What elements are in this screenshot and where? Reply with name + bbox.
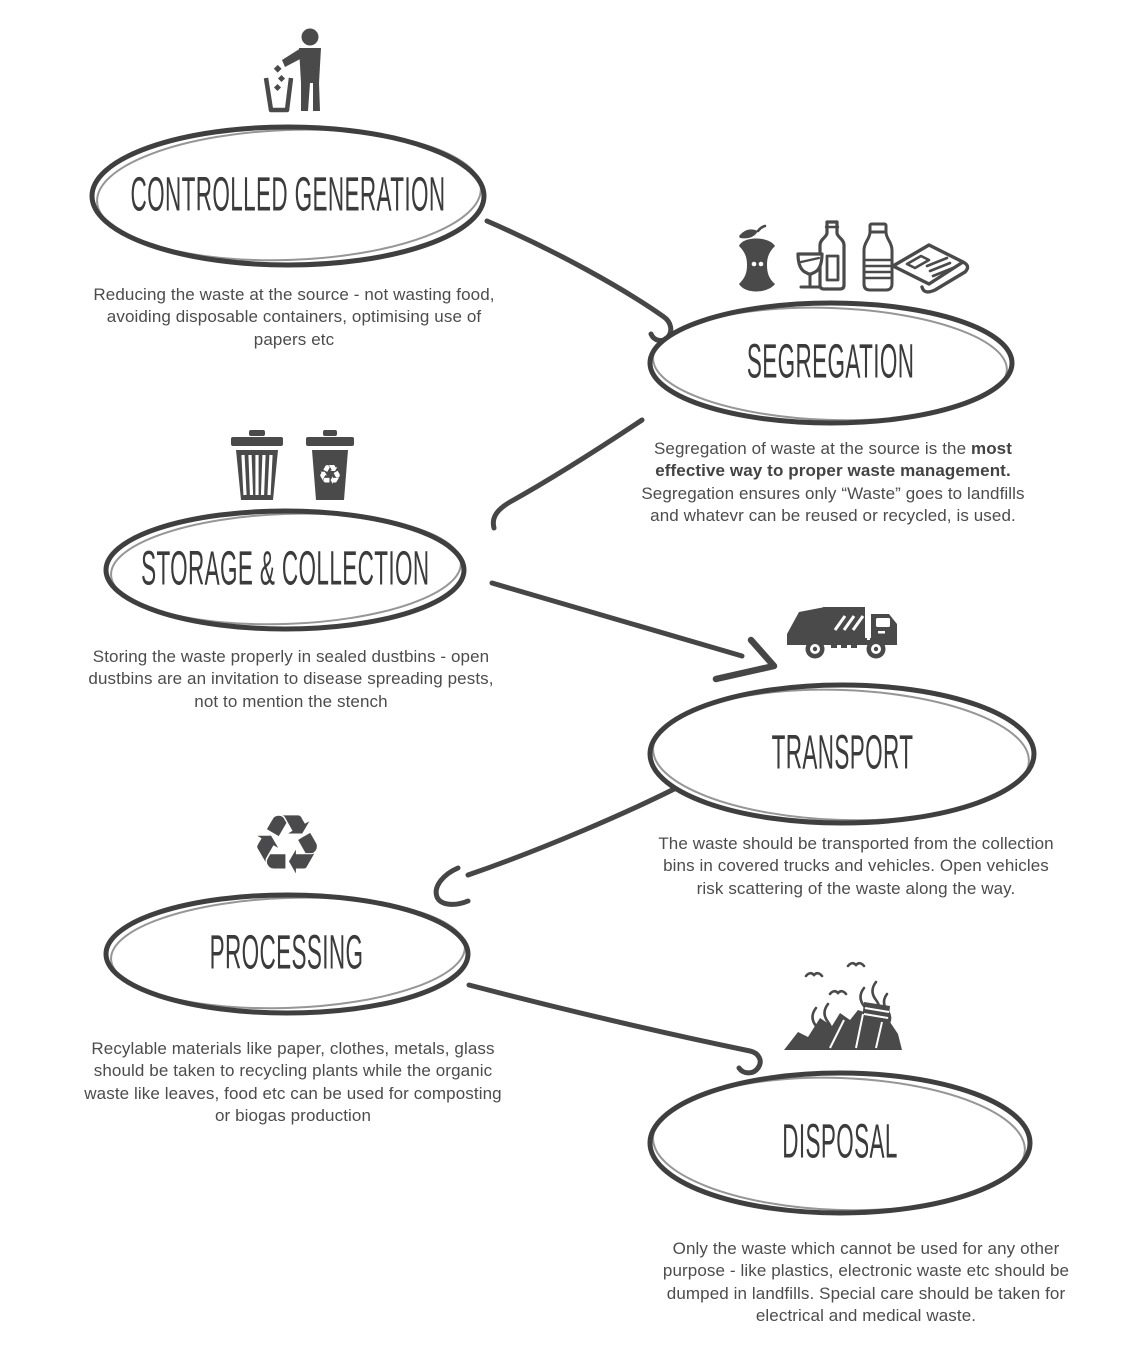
description-bold: most effective way to proper waste management.: [655, 439, 1013, 481]
arrowhead-storage-to-transport: [716, 640, 774, 679]
littering-person-icon: [255, 22, 345, 117]
stage-processing: [100, 888, 474, 1020]
stage-title: DISPOSAL: [782, 1115, 898, 1169]
trash-can-icon: [226, 428, 288, 502]
stage-title: SEGREGATION: [747, 335, 915, 389]
garbage-truck-icon: [783, 598, 903, 660]
stage-description: Recylable materials like paper, clothes, metals, glass should be taken to recycling plants while the organic waste like leaves, food etc can be used for composting or biogas production: [84, 1039, 502, 1126]
stage-title-wrap: [644, 296, 1018, 430]
stage-title-wrap: [100, 504, 470, 636]
svg-text:♻: ♻: [317, 460, 343, 491]
stage-title: PROCESSING: [210, 926, 364, 980]
stage-description: Only the waste which cannot be used for any other purpose - like plastics, electronic waste etc should be dumped in landfills. Special care should be taken for electrical and medical waste.: [662, 1239, 1070, 1326]
stage-title-wrap: [644, 1066, 1036, 1220]
apple-core-icon: [727, 224, 787, 292]
description-plain: Segregation ensures only “Waste” goes to landfills and whatevr can be reused or recycled, is used.: [641, 483, 1025, 526]
stage-title-wrap: [86, 120, 490, 272]
recycle-bin-icon: [303, 428, 357, 502]
stage-title: CONTROLLED GENERATION: [130, 168, 446, 222]
stage-disposal: [644, 1066, 1036, 1220]
stage-storage-and-collection: [100, 504, 470, 636]
stage-title: STORAGE & COLLECTION: [140, 542, 430, 596]
newspaper-icon: [883, 236, 971, 296]
stage-title-wrap: [644, 678, 1040, 830]
stage-description: Reducing the waste at the source - not wasting food, avoiding disposable containers, optimising use of papers etc: [93, 285, 495, 349]
arrow-processing-to-disposal: [469, 985, 760, 1073]
arrow-storage-to-transport: [492, 583, 742, 656]
recycle-symbol-icon: ♻: [250, 798, 324, 893]
description-plain: Segregation of waste at the source is the: [653, 439, 971, 458]
stage-description: [633, 438, 1033, 528]
stage-description: Storing the waste properly in sealed dustbins - open dustbins are an invitation to disease spreading pests, not to mention the stench: [88, 647, 494, 711]
arrow-segregation-to-storage: [493, 420, 642, 528]
stage-segregation: [644, 296, 1018, 430]
landfill-icon: [778, 958, 908, 1054]
stage-transport: [644, 678, 1040, 830]
stage-description: The waste should be transported from the collection bins in covered trucks and vehicles. Open vehicles risk scattering of the waste along the way.: [658, 834, 1054, 898]
stage-title: TRANSPORT: [771, 726, 913, 780]
stage-title-wrap: [100, 888, 474, 1020]
wine-bottle-and-glass-icon: [793, 218, 855, 294]
stage-controlled-generation: [86, 120, 490, 272]
